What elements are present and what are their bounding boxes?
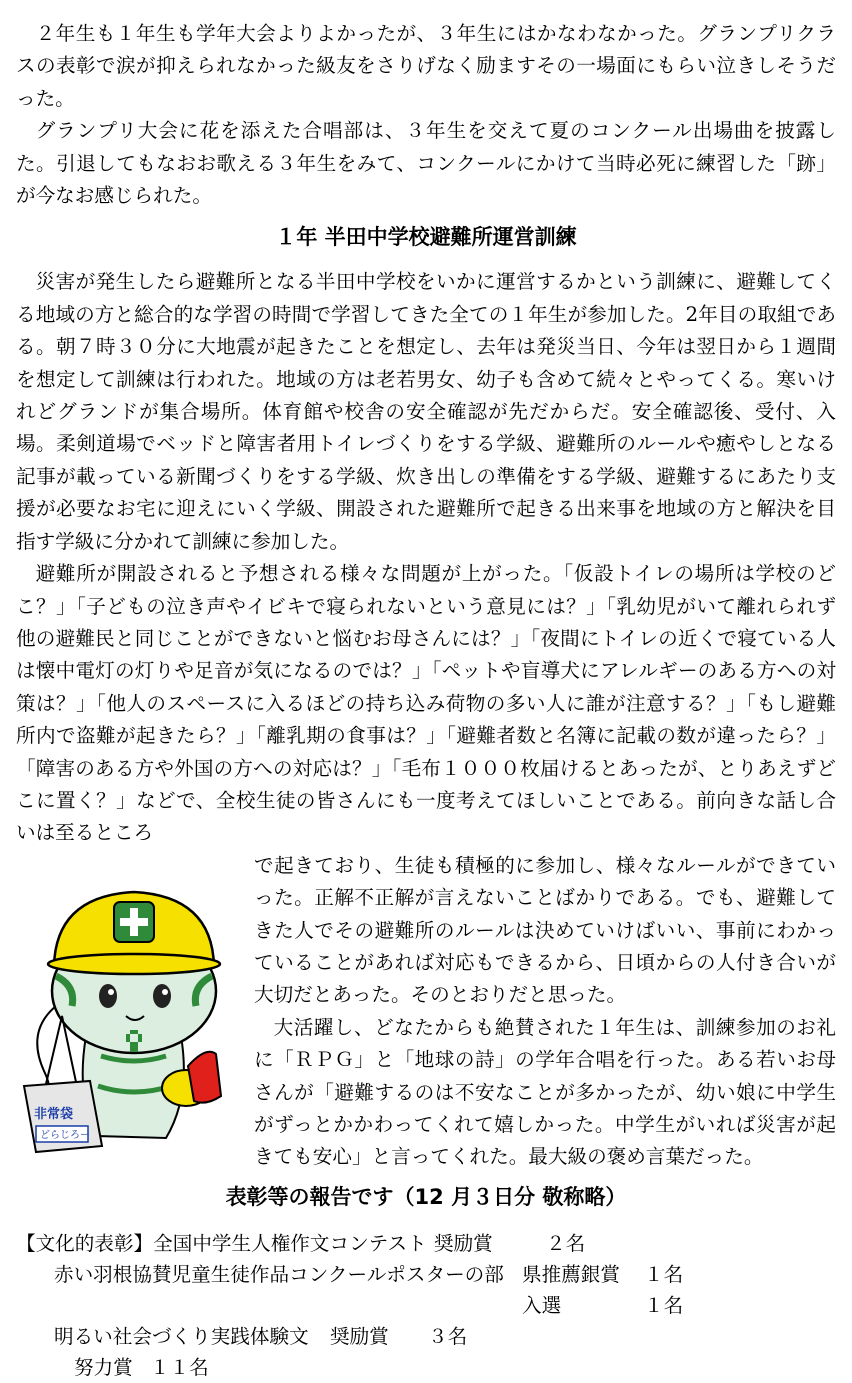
award-count: １１名 [150,1355,209,1379]
intro-paragraph-1: ２年生も１年生も学年大会よりよかったが、３年生にはかなわなかった。グランプリクラスの表彰で涙が抑えられなかった級友をさりげなく励ますその一場面にもらい泣きしそうだった。 [16,22,836,110]
newsletter-page [16,18,836,1383]
award-name: 努力賞 [74,1355,133,1379]
award-count: ３名 [428,1324,468,1348]
mascot-extinguisher [188,1051,221,1102]
mascot-eye-left [99,984,117,1008]
mascot-eye-right [153,984,171,1008]
training-problems-section [16,558,836,1174]
award-row [16,1228,836,1259]
mascot-bag-tag-label: どらじろー [40,1129,90,1141]
mascot-eye-right-shine [162,989,168,995]
award-name: 奨励賞 [330,1324,389,1348]
training-paragraph-2-tail: で起きており、生徒も積極的に参加し、様々なルールができていった。正解不正解が言えないことばかりである。でも、避難してきた人でその避難所のルールは決めていけばいい、事前にわかっていることがあれば対応もできるから、日頃からの人付き合いが大切だとあった。そのとおりだと思った。 [254,853,836,1007]
training-paragraph-1: 災害が発生したら避難所となる半田中学校をいかに運営するかという訓練に、避難してくる地域の方と総合的な学習の時間で学習してきた全ての１年生が参加した。2年目の取組である。朝７時３０分に大地震が起きたことを想定し、去年は発災当日、今年は翌日から１週間を想定して訓練は行われた。地域の方は老若男女、幼子も含めて続々とやってくる。寒いけれどグランドが集合場所。体育館や校舎の安全確認が先だからだ。安全確認後、受付、入場。柔剣道場でベッドと障害者用トイレづくりをする学級、避難所のルールや癒やしとなる記事が載っている新聞づくりをする学級、炊き出しの準備をする学級、避難するにあたり支援が必要なお宅に迎えにいく学級、開設された避難所で起きる出来事を地域の方と解決を目指す学級に分かれて訓練に参加した。 [16,270,836,553]
award-row [16,1259,836,1290]
training-paragraph-3: 大活躍し、どなたからも絶賛された１年生は、訓練参加のお礼に「ＲＰＧ」と「地球の詩」の学年合唱を行った。ある若いお母さんが「避難するのは不安なことが多かったが、幼い娘に中学生がずっとかかわってくれて嬉しかった。中学生がいれば災害が起きても安心」と言ってくれた。最大級の褒め言葉だった。 [254,1015,836,1169]
award-row [16,1352,836,1383]
mascot-helmet-brim [48,954,220,974]
mascot-eye-left-shine [108,989,114,995]
award-count: １名 [644,1293,684,1317]
awards-heading: 表彰等の報告です（12 月３日分 敬称略） [225,1184,627,1209]
training-heading: １年 半田中学校避難所運営訓練 [275,225,577,250]
mascot-illustration [16,856,250,1162]
mascot-bag-label: 非常袋 [34,1106,74,1122]
award-name: 県推薦銀賞 [522,1262,620,1286]
award-row [16,1290,836,1321]
award-category: 赤い羽根協賛児童生徒作品コンクールポスターの部 [54,1262,504,1286]
award-name: 入選 [522,1293,562,1317]
award-category: 【文化的表彰】全国中学生人権作文コンテスト [16,1231,427,1255]
award-count: ２名 [546,1231,586,1255]
intro-paragraph-2: グランプリ大会に花を添えた合唱部は、３年生を交えて夏のコンクール出場曲を披露した。引退してもなおお歌える３年生をみて、コンクールにかけて当時必死に練習した「跡」が今なお感じられた。 [16,119,836,208]
award-name: 奨励賞 [434,1231,493,1255]
awards-list [16,1228,836,1383]
training-paragraph-2-lead: 避難所が開設されると予想される様々な問題が上がった。「仮設トイレの場所は学校のどこ？」「子どもの泣き声やイビキで寝られないという意見には？」「乳幼児がいて離れられず他の避難民と同じことができないと悩むお母さんには？」「夜間にトイレの近くで寝ている人は懐中電灯の灯りや足音が気になるのでは？」「ペットや盲導犬にアレルギーのある方への対策は？」「他人のスペースに入るほどの持ち込み荷物の多い人に誰が注意する？」「もし避難所内で盗難が起きたら？」「離乳期の食事は？」「避難者数と名簿に記載の数が違ったら？」「障害のある方や外国の方への対応は？」「毛布１０００枚届けるとあったが、とりあえずどこに置く？」などで、全校生徒の皆さんにも一度考えてほしいことである。前向きな話し合いは至るところ [16,562,837,845]
award-category: 明るい社会づくり実践体験文 [54,1324,309,1348]
award-row [16,1321,836,1352]
award-count: １名 [644,1262,684,1286]
